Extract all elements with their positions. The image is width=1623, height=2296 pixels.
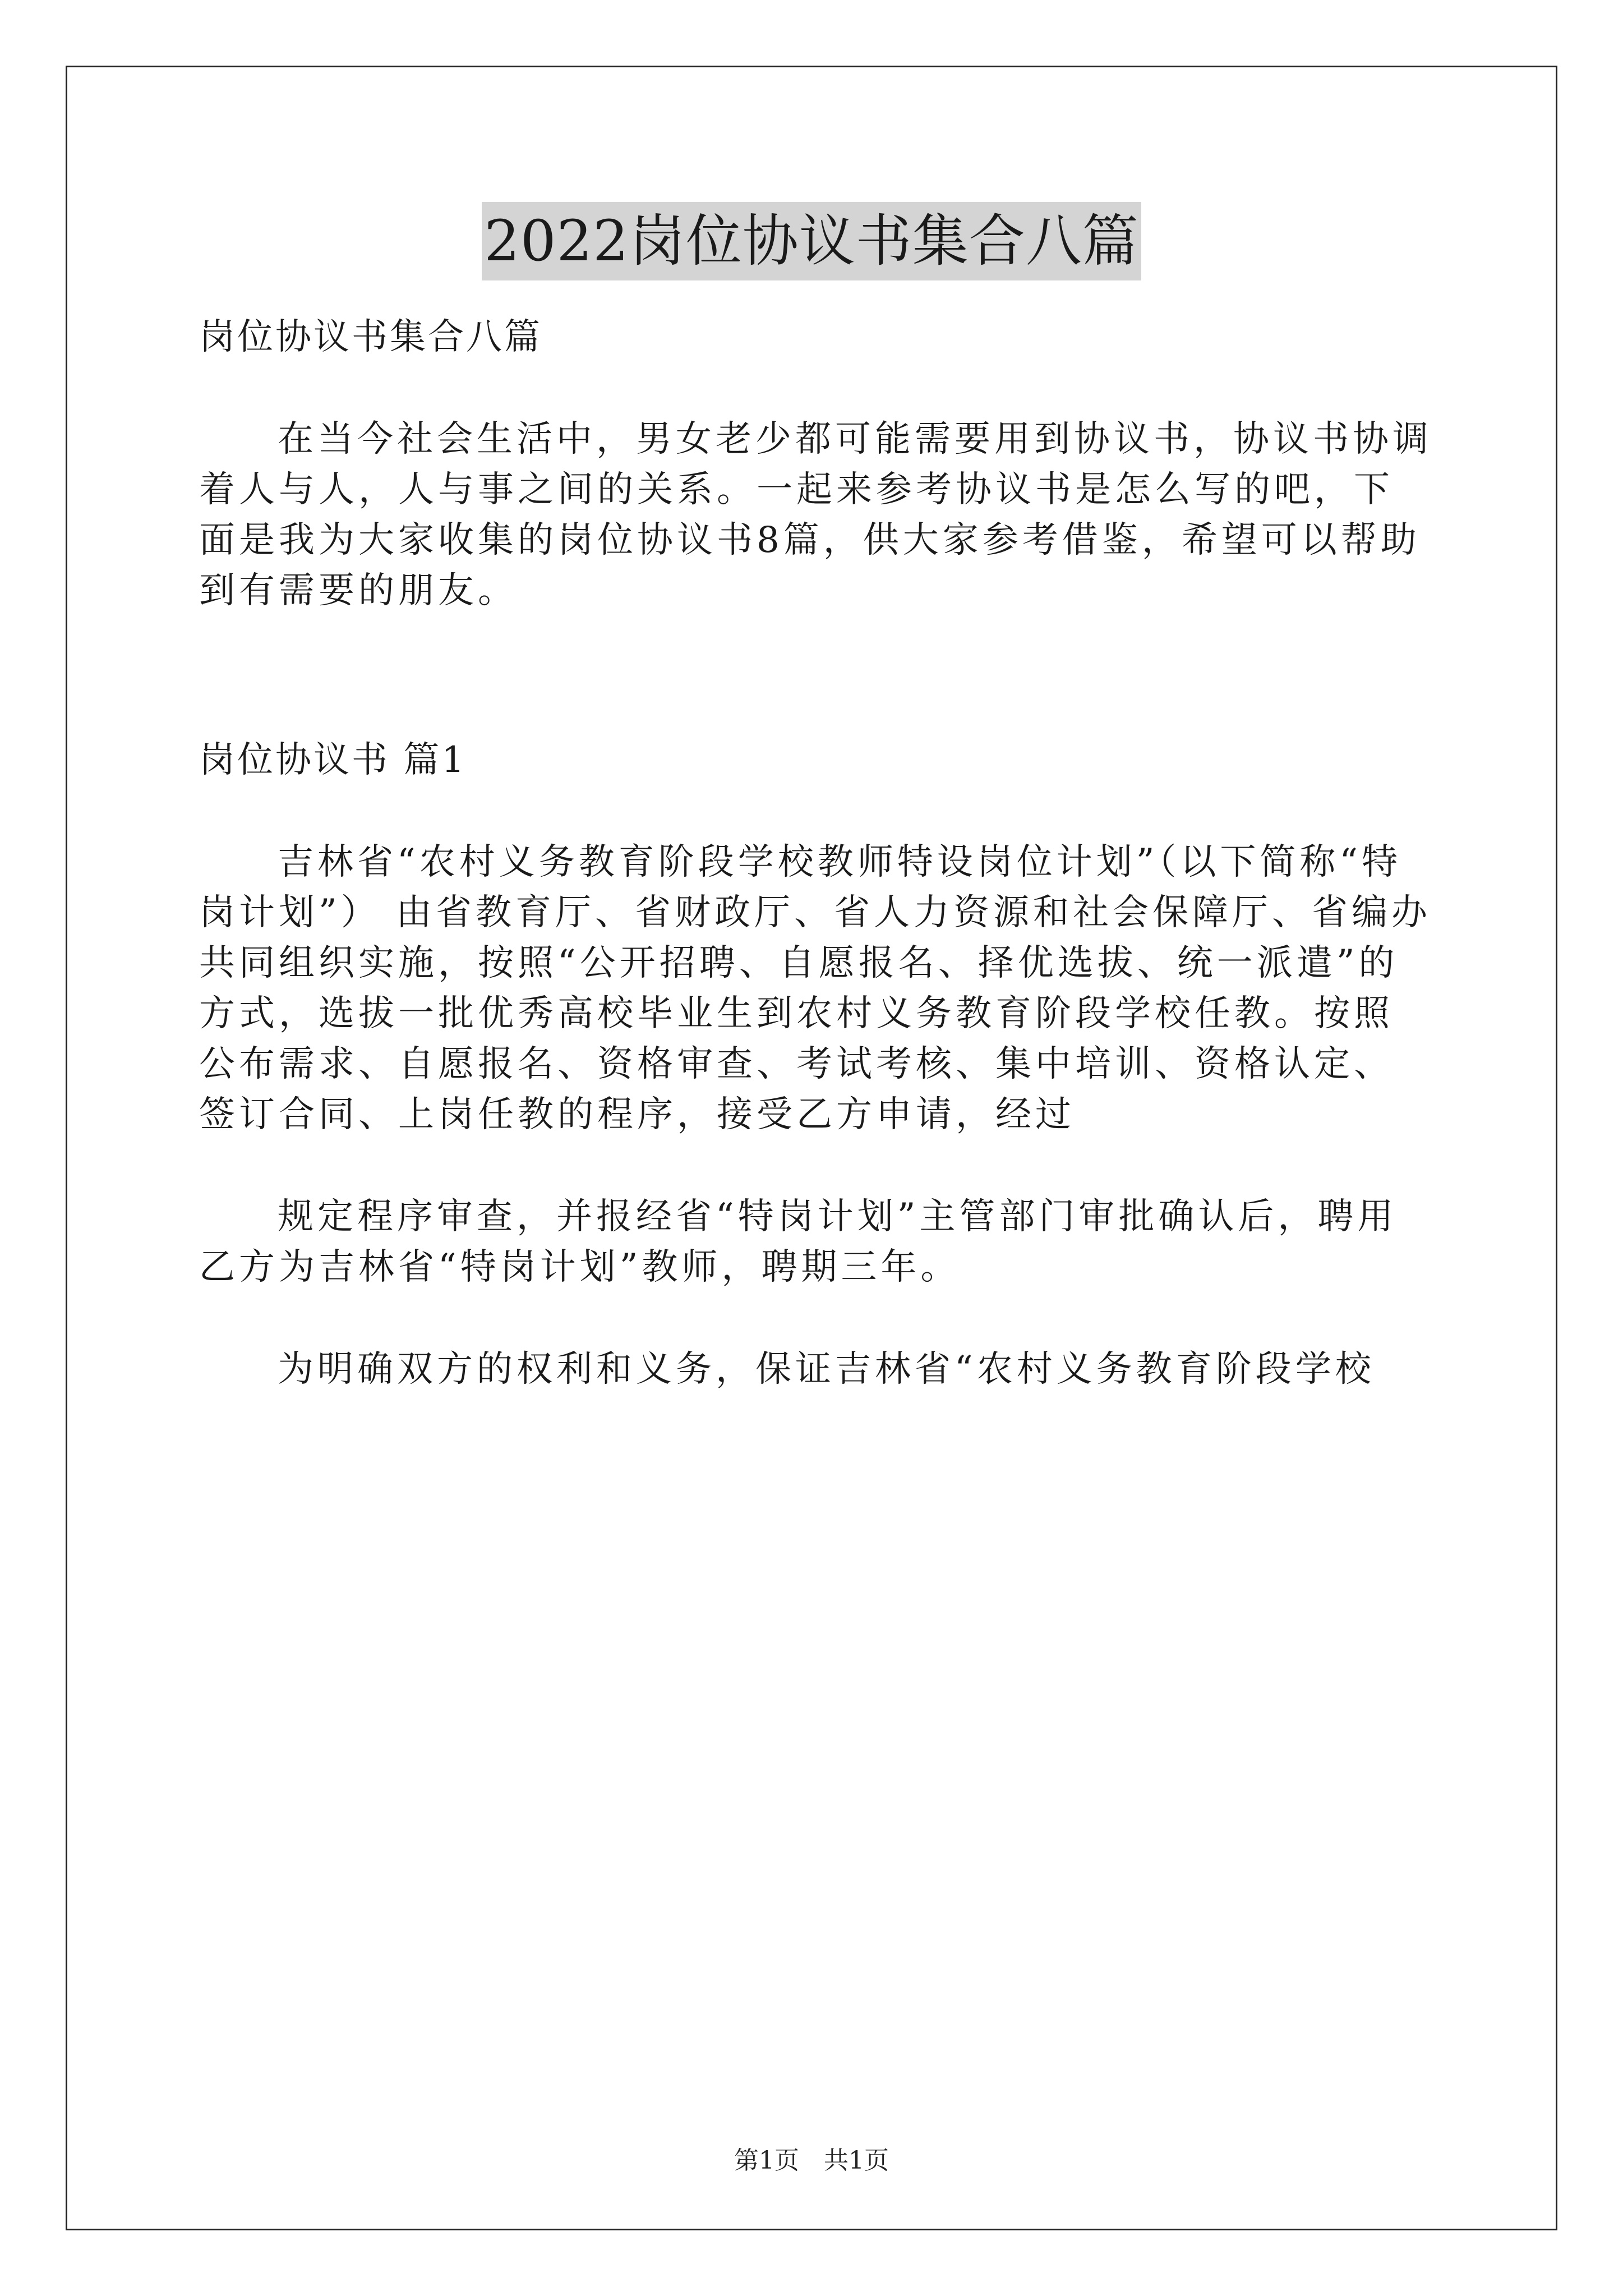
page-footer	[0, 2140, 1623, 2176]
body-paragraph: 为明确双方的权利和义务，保证吉林省“农村义务教育阶段学校	[278, 1349, 1375, 1390]
body-paragraph: 规定程序审查，并报经省“特岗计划”主管部门审批确认后，聘用乙方为吉林省“特岗计划”教师，聘期三年。	[199, 1196, 1398, 1288]
document-body	[199, 312, 1433, 1446]
body-paragraph: 吉林省“农村义务教育阶段学校教师特设岗位计划”（以下简称“特岗计划”） 由省教育厅、省财政厅、省人力资源和社会保障厅、省编办共同组织实施，按照“公开招聘、自愿报名、择优选拔、统一派遣”的方式，选拔一批优秀高校毕业生到农村义务教育阶段学校任教。按照公布需求、自愿报名、资格审查、考试考核、集中培训、资格认定、签订合同、上岗任教的程序，接受乙方申请，经过	[199, 841, 1432, 1135]
title-container	[0, 202, 1623, 280]
section-gap	[199, 668, 1433, 735]
section-heading: 岗位协议书 篇1	[199, 739, 467, 781]
document-title: 2022岗位协议书集合八篇	[482, 202, 1141, 280]
page-number-total: 共1页	[824, 2146, 889, 2175]
intro-paragraph: 在当今社会生活中，男女老少都可能需要用到协议书，协议书协调着人与人，人与事之间的关系。一起来参考协议书是怎么写的吧，下面是我为大家收集的岗位协议书8篇，供大家参考借鉴，希望可以帮助到有需要的朋友。	[199, 418, 1432, 611]
page-number-current: 第1页	[734, 2146, 799, 2175]
document-subtitle: 岗位协议书集合八篇	[199, 316, 542, 358]
